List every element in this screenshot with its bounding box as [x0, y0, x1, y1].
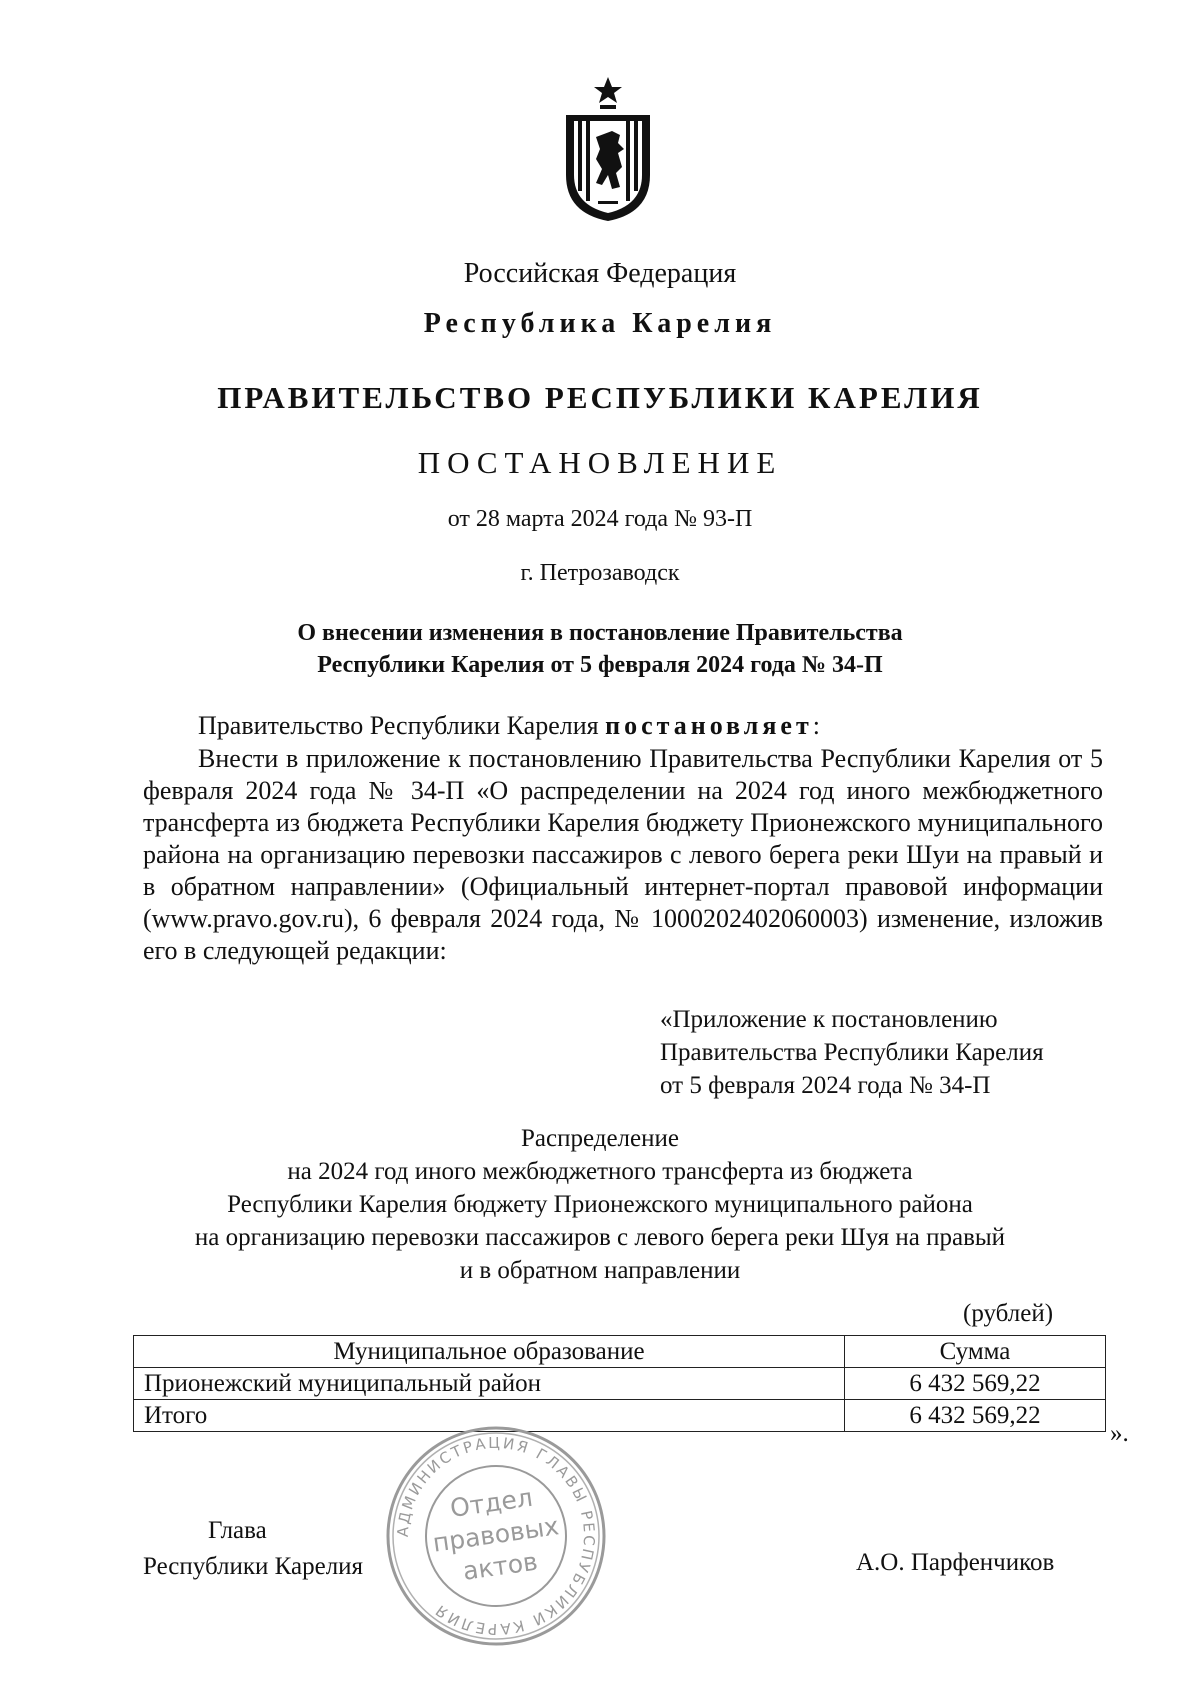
distribution-title	[0, 1122, 1200, 1287]
signatory-title	[143, 1513, 363, 1585]
subject-line: Республики Карелия от 5 февраля 2024 года № 34-П	[317, 652, 883, 678]
document-city: г. Петрозаводск	[520, 560, 680, 586]
svg-text:Отдел: Отдел	[448, 1482, 535, 1523]
table-cell-total-label: Итого	[134, 1400, 845, 1432]
table-header-row	[134, 1336, 1106, 1368]
svg-text:актов: актов	[461, 1546, 540, 1586]
column-header-amount: Сумма	[845, 1336, 1106, 1368]
coat-of-arms-icon	[562, 75, 654, 223]
intro-prefix: Правительство Республики Карелия	[198, 711, 599, 740]
appendix-line: «Приложение к постановлению	[660, 1006, 998, 1033]
government-name: ПРАВИТЕЛЬСТВО РЕСПУБЛИКИ КАРЕЛИЯ	[217, 380, 983, 415]
table-row-total	[134, 1400, 1106, 1432]
appendix-line: от 5 февраля 2024 года № 34-П	[660, 1072, 991, 1099]
table-cell-amount: 6 432 569,22	[845, 1368, 1106, 1400]
official-stamp	[383, 1423, 609, 1649]
signatory-name: А.О. Парфенчиков	[856, 1549, 1055, 1576]
subject-line: О внесении изменения в постановление Правительства	[297, 620, 903, 646]
distribution-heading: Распределение	[521, 1125, 679, 1152]
document-date-number: от 28 марта 2024 года № 93-П	[447, 506, 753, 532]
appendix-line: Правительства Республики Карелия	[660, 1039, 1044, 1066]
distribution-line: на 2024 год иного межбюджетного трансферта из бюджета	[287, 1158, 913, 1185]
distribution-line: и в обратном направлении	[459, 1257, 741, 1284]
distribution-line: Республики Карелия бюджету Прионежского муниципального района	[227, 1191, 973, 1218]
country-name: Российская Федерация	[463, 258, 737, 289]
units-label: (рублей)	[963, 1300, 1054, 1327]
svg-text:правовых: правовых	[430, 1511, 561, 1558]
distribution-line: на организацию перевозки пассажиров с левого берега реки Шуя на правый	[194, 1224, 1006, 1251]
amounts-table	[133, 1335, 1106, 1432]
intro-paragraph	[143, 710, 1103, 742]
document-subject	[0, 617, 1200, 681]
table-cell-total-amount: 6 432 569,22	[845, 1400, 1106, 1432]
table-cell-municipality: Прионежский муниципальный район	[134, 1368, 845, 1400]
document-type: ПОСТАНОВЛЕНИЕ	[417, 445, 783, 480]
main-paragraph: Внести в приложение к постановлению Правительства Республики Карелия от 5 февраля 2024 года № 34-П «О распределении на 2024 год иного межбюджетного трансферта из бюджета Республики Карелия бюджету Прионежского муниципального района на организацию перевозки пассажиров с левого берега реки Шуи на правый и в обратном направлении» (Официальный интернет-портал правовой информации (www.pravo.gov.ru), 6 февраля 2024 года, № 1000202402060003) изменение, изложив его в следующей редакции:	[143, 744, 1103, 965]
signatory-title-line: Глава	[208, 1517, 267, 1544]
intro-verb: постановляет	[605, 711, 813, 740]
closing-quote: ».	[1110, 1420, 1129, 1447]
table-row	[134, 1368, 1106, 1400]
column-header-municipality: Муниципальное образование	[134, 1336, 845, 1368]
signatory-title-line: Республики Карелия	[143, 1553, 364, 1580]
intro-suffix: :	[812, 711, 820, 740]
appendix-reference	[660, 1003, 1044, 1102]
republic-name: Республика Карелия	[423, 308, 777, 339]
svg-text:АДМИНИСТРАЦИЯ ГЛАВЫ РЕСПУБЛИКИ: АДМИНИСТРАЦИЯ ГЛАВЫ РЕСПУБЛИКИ КАРЕЛИЯ	[393, 1433, 599, 1639]
